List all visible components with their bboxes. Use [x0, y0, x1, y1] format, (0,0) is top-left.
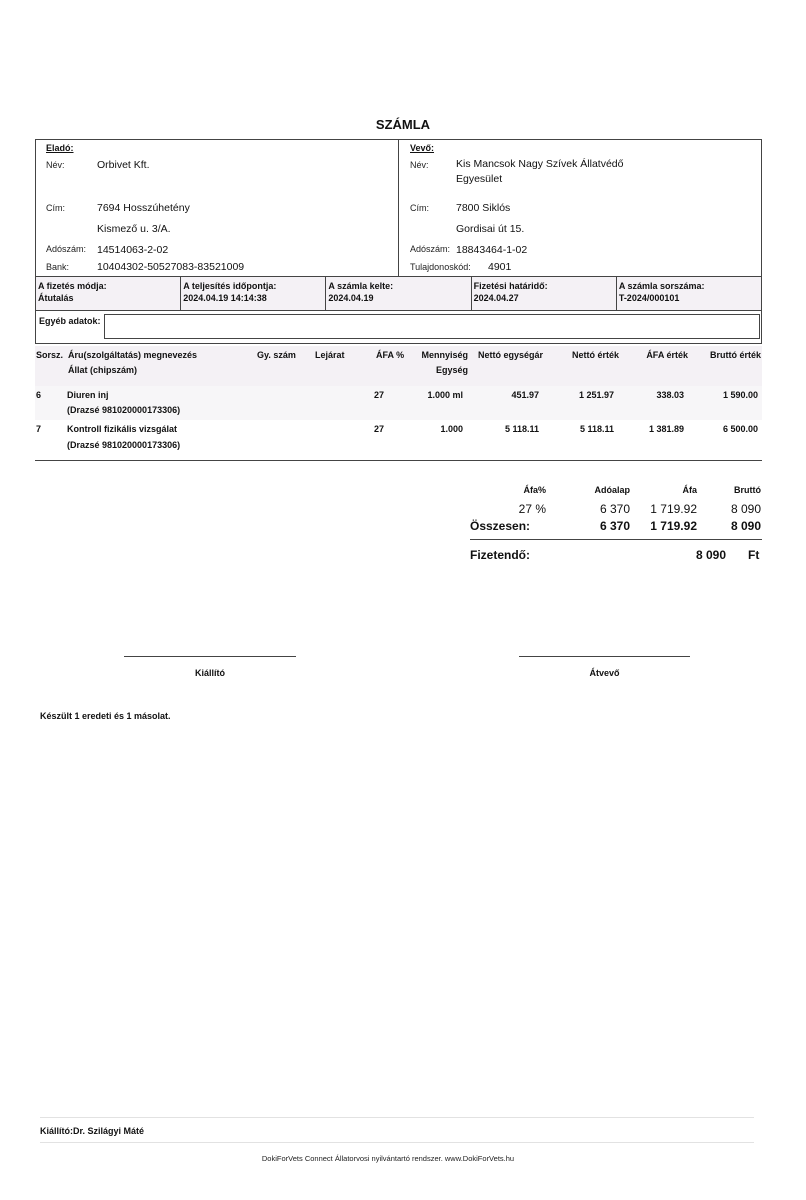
party-box — [35, 139, 762, 277]
row-vat-value: 338.03 — [656, 390, 684, 400]
summary-vat-rate: 27 % — [518, 502, 546, 516]
row-net-value: 1 251.97 — [578, 390, 614, 400]
summary-vat: 1 719.92 — [650, 502, 697, 516]
row-quantity: 1.000 — [440, 424, 463, 434]
summary-header-vat: Áfa — [682, 485, 697, 495]
row-quantity: 1.000 ml — [427, 390, 463, 400]
receiver-signature-label: Átvevő — [589, 668, 620, 678]
seller-bank-label: Bank: — [46, 262, 70, 272]
payable-currency: Ft — [748, 548, 760, 562]
col-header-net-unit-price: Nettó egységár — [477, 350, 543, 360]
buyer-tax: 18843464-1-02 — [456, 244, 528, 256]
row-vat-value: 1 381.89 — [648, 424, 684, 434]
meta-fulfilment-time — [181, 277, 326, 310]
row-net-unit-price: 5 118.11 — [504, 424, 539, 434]
copies-note: Készült 1 eredeti és 1 másolat. — [40, 711, 171, 721]
row-item-name: Diuren inj — [67, 390, 109, 400]
buyer-name-1: Kis Mancsok Nagy Szívek Állatvédő — [456, 158, 624, 170]
row-gross-value: 6 500.00 — [722, 424, 758, 434]
total-gross: 8 090 — [730, 519, 761, 533]
other-data-label: Egyéb adatok: — [39, 316, 101, 326]
meta-due-date — [472, 277, 617, 310]
table-bottom-rule — [35, 460, 762, 461]
summary-rule — [470, 539, 762, 540]
meta-label: A számla kelte: — [328, 281, 394, 291]
meta-value: T-2024/000101 — [618, 293, 680, 303]
meta-label: A számla sorszáma: — [618, 281, 705, 291]
payable-label: Fizetendő: — [470, 548, 530, 562]
party-divider — [398, 140, 399, 276]
buyer-heading: Vevő: — [410, 143, 435, 153]
summary-header-gross: Bruttó — [734, 485, 761, 495]
row-net-value: 5 118.11 — [579, 424, 614, 434]
col-header-vat-rate: ÁFA % — [376, 350, 405, 360]
seller-heading: Eladó: — [46, 143, 74, 153]
seller-address-1: 7694 Hosszúhetény — [97, 202, 190, 214]
summary-header-vat-rate: Áfa% — [523, 485, 546, 495]
total-vat: 1 719.92 — [650, 519, 697, 533]
footer-top-rule — [40, 1117, 754, 1118]
col-header-expiry: Lejárat — [315, 350, 345, 360]
row-vat-rate: 27 — [374, 424, 385, 434]
buyer-name-2: Egyesület — [456, 173, 503, 185]
meta-payment-method — [36, 277, 181, 310]
other-data-box — [104, 314, 760, 339]
row-animal: (Drazsé 981020000173306) — [67, 405, 181, 415]
row-no: 6 — [36, 390, 42, 400]
payable-amount: 8 090 — [695, 548, 726, 562]
meta-value: 2024.04.19 — [328, 293, 374, 303]
buyer-address-label: Cím: — [410, 203, 429, 213]
seller-tax: 14514063-2-02 — [97, 244, 169, 256]
buyer-owner-label: Tulajdonoskód: — [410, 262, 471, 272]
row-vat-rate: 27 — [374, 390, 385, 400]
col-header-quantity: Mennyiség — [421, 350, 468, 360]
col-header-unit: Egység — [435, 365, 468, 375]
meta-value: 2024.04.27 — [473, 293, 519, 303]
seller-name-label: Név: — [46, 160, 65, 170]
col-header-no: Sorsz. — [36, 350, 64, 360]
seller-address-2: Kismező u. 3/A. — [97, 223, 171, 235]
row-item-name: Kontroll fizikális vizsgálat — [67, 424, 178, 434]
meta-label: A fizetés módja: — [38, 281, 107, 291]
row-animal: (Drazsé 981020000173306) — [67, 440, 181, 450]
col-header-gross-value: Bruttó érték — [709, 350, 761, 360]
buyer-address-2: Gordisai út 15. — [456, 223, 525, 235]
total-base: 6 370 — [599, 519, 630, 533]
buyer-owner: 4901 — [488, 261, 512, 273]
buyer-address-1: 7800 Siklós — [456, 202, 511, 214]
meta-issue-date — [326, 277, 471, 310]
col-header-net-value: Nettó érték — [571, 350, 619, 360]
total-label: Összesen: — [470, 519, 531, 533]
summary-base: 6 370 — [599, 502, 630, 516]
meta-invoice-number — [617, 277, 761, 310]
document-title: SZÁMLA — [375, 117, 431, 132]
issuer-signature-line — [124, 656, 296, 657]
meta-label: A teljesítés időpontja: — [183, 281, 277, 291]
receiver-signature-line — [519, 656, 690, 657]
system-footer: DokiForVets Connect Állatorvosi nyilvántartó rendszer. www.DokiForVets.hu — [261, 1154, 515, 1163]
other-data-row — [35, 311, 762, 344]
summary-header-base: Adóalap — [594, 485, 630, 495]
summary-gross: 8 090 — [730, 502, 761, 516]
meta-value: Átutalás — [38, 293, 74, 303]
col-header-item: Áru(szolgáltatás) megnevezés — [68, 350, 198, 360]
col-header-vat-value: ÁFA érték — [646, 350, 688, 360]
buyer-name-label: Név: — [410, 160, 429, 170]
invoice-meta-row — [35, 277, 762, 311]
row-no: 7 — [36, 424, 42, 434]
seller-name: Orbivet Kft. — [97, 159, 150, 171]
buyer-tax-label: Adószám: — [410, 244, 451, 254]
issuer-signature-label: Kiállító — [194, 668, 225, 678]
col-header-batch: Gy. szám — [257, 350, 296, 360]
meta-value: 2024.04.19 14:14:38 — [183, 293, 267, 303]
row-gross-value: 1 590.00 — [722, 390, 758, 400]
footer-bottom-rule — [40, 1142, 754, 1143]
col-header-animal: Állat (chipszám) — [68, 365, 138, 375]
issuer-footer: Kiállító:Dr. Szilágyi Máté — [40, 1126, 145, 1136]
seller-address-label: Cím: — [46, 203, 65, 213]
seller-tax-label: Adószám: — [46, 244, 87, 254]
seller-bank: 10404302-50527083-83521009 — [97, 261, 245, 273]
row-net-unit-price: 451.97 — [511, 390, 539, 400]
meta-label: Fizetési határidő: — [473, 281, 548, 291]
